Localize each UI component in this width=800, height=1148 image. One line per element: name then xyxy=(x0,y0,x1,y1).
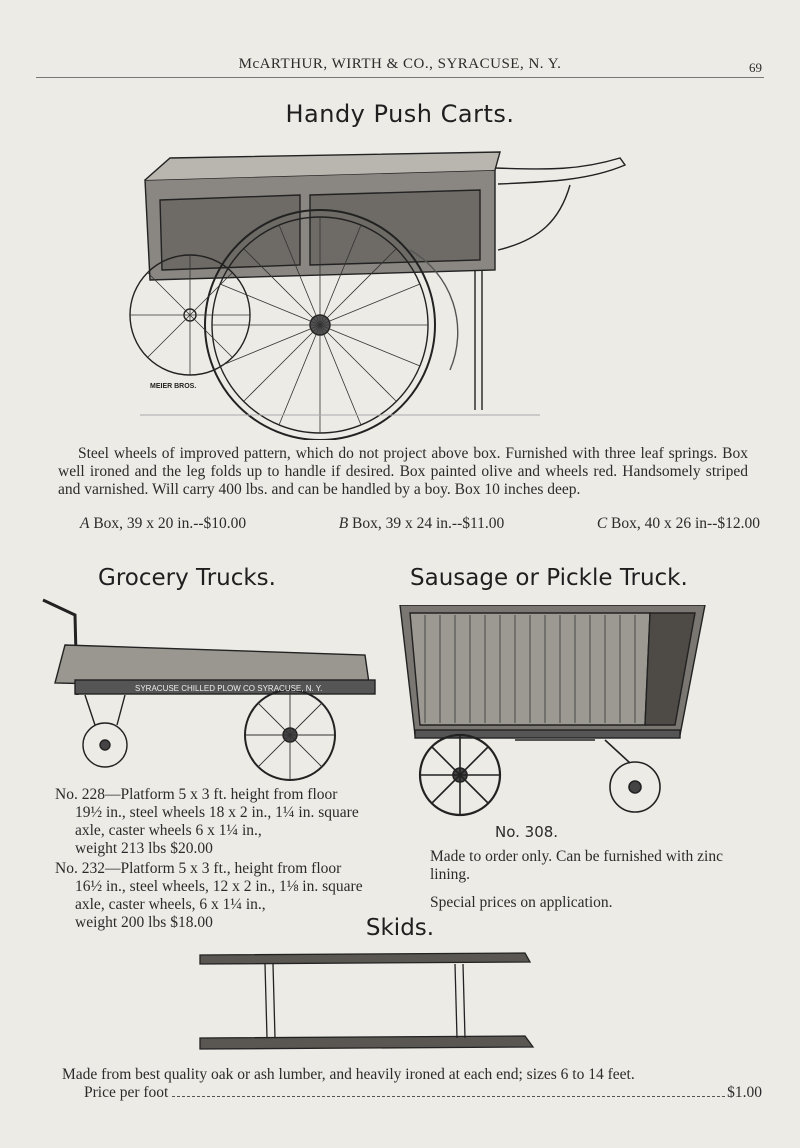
engraver-mark: MEIER BROS. xyxy=(150,383,197,390)
push-cart-prices xyxy=(80,515,760,533)
sausage-truck-illustration xyxy=(395,605,725,820)
sausage-truck-number: No. 308. xyxy=(495,823,559,841)
grocery-item-232: No. 232—Platform 5 x 3 ft., height from floor 16½ in., steel wheels, 12 x 2 in., 1⅛ in. square axle, caster wheels, 6 x 1¼ in., weight 200 lbs $18.00 xyxy=(55,860,363,931)
grocery-trucks-title: Grocery Trucks. xyxy=(98,565,276,591)
grocery-price-232: $18.00 xyxy=(170,914,213,931)
grocery-item-228: No. 228—Platform 5 x 3 ft. height from floor 19½ in., steel wheels 18 x 2 in., 1¼ in. square axle, caster wheels 6 x 1¼ in., weight 213 lbs $20.00 xyxy=(55,786,359,857)
push-carts-title: Handy Push Carts. xyxy=(285,100,515,128)
push-cart-description-text: Steel wheels of improved pattern, which do not project above box. Furnished with three leaf springs. Box well ironed and the leg folds up to handle if desired. Box painted olive and wheels red. Handsomely striped and varnished. Will carry 400 lbs. and can be handled by a boy. Box 10 inches deep. xyxy=(58,445,748,498)
push-cart-illustration xyxy=(120,140,640,440)
page-number: 69 xyxy=(749,60,762,75)
push-cart-description xyxy=(58,445,748,499)
grocery-trucks-list xyxy=(55,786,385,934)
running-header: McARTHUR, WIRTH & CO., SYRACUSE, N. Y. xyxy=(238,56,562,72)
skids-price: $1.00 xyxy=(727,1084,762,1101)
price-c: C Box, 40 x 26 in--$12.00 xyxy=(596,515,760,532)
price-a: A Box, 39 x 20 in.--$10.00 xyxy=(80,515,247,532)
header-rule xyxy=(36,77,764,78)
skids-description: Made from best quality oak or ash lumber, and heavily ironed at each end; sizes 6 to 14 feet. Price per foot $1.00 xyxy=(62,1066,762,1101)
sausage-truck-description: Made to order only. Can be furnished with zinc lining. Special prices on application. xyxy=(430,848,723,911)
truck-label: SYRACUSE CHILLED PLOW CO SYRACUSE, N. Y. xyxy=(135,684,323,693)
skids-illustration xyxy=(195,950,535,1055)
skids-title: Skids. xyxy=(365,915,435,941)
sausage-truck-title: Sausage or Pickle Truck. xyxy=(410,565,688,591)
price-b: B Box, 39 x 24 in.--$11.00 xyxy=(338,515,505,532)
grocery-truck-illustration xyxy=(35,595,380,785)
grocery-price-228: $20.00 xyxy=(170,840,213,857)
